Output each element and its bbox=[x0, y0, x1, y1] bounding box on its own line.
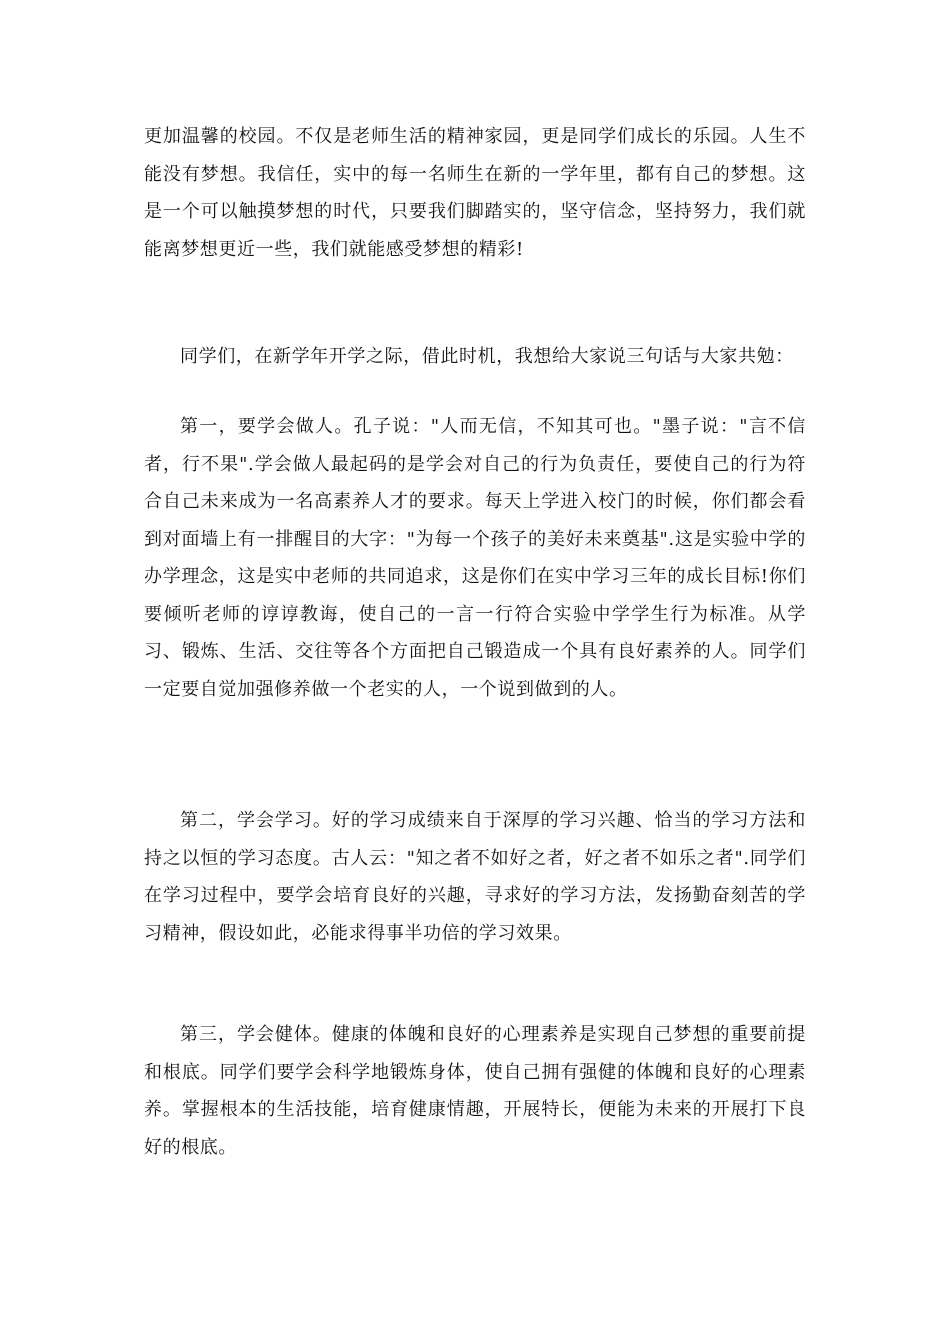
paragraph-first-point: 第一，要学会做人。孔子说："人而无信，不知其可也。"墨子说："言不信者，行不果".学会做人最起码的是学会对自己的行为负责任，要使自己的行为符合自己未来成为一名高素养人才的要求。每天上学进入校门的时候，你们都会看到对面墙上有一排醒目的大字："为每一个孩子的美好未来奠基".这是实验中学的办学理念，这是实中老师的共同追求，这是你们在实中学习三年的成长目标!你们要倾听老师的谆谆教诲，使自己的一言一行符合实验中学学生行为标准。从学习、锻炼、生活、交往等各个方面把自己锻造成一个具有良好素养的人。同学们一定要自觉加强修养做一个老实的人，一个说到做到的人。 bbox=[144, 416, 806, 700]
paragraph-intro: 同学们，在新学年开学之际，借此时机，我想给大家说三句话与大家共勉： bbox=[180, 346, 794, 367]
paragraph-third-point: 第三，学会健体。健康的体魄和良好的心理素养是实现自己梦想的重要前提和根底。同学们要学会科学地锻炼身体，使自己拥有强健的体魄和良好的心理素养。掌握根本的生活技能，培育健康情趣，开展特长，便能为未来的开展打下良好的根底。 bbox=[144, 1024, 806, 1158]
paragraph-second-point: 第二，学会学习。好的学习成绩来自于深厚的学习兴趣、恰当的学习方法和持之以恒的学习态度。古人云："知之者不如好之者，好之者不如乐之者".同学们在学习过程中，要学会培育良好的兴趣，寻求好的学习方法，发扬勤奋刻苦的学习精神，假设如此，必能求得事半功倍的学习效果。 bbox=[144, 810, 806, 944]
paragraph-continuation: 更加温馨的校园。不仅是老师生活的精神家园，更是同学们成长的乐园。人生不能没有梦想。我信任，实中的每一名师生在新的一学年里，都有自己的梦想。这是一个可以触摸梦想的时代，只要我们脚踏实的，坚守信念，坚持努力，我们就能离梦想更近一些，我们就能感受梦想的精彩! bbox=[144, 126, 806, 260]
